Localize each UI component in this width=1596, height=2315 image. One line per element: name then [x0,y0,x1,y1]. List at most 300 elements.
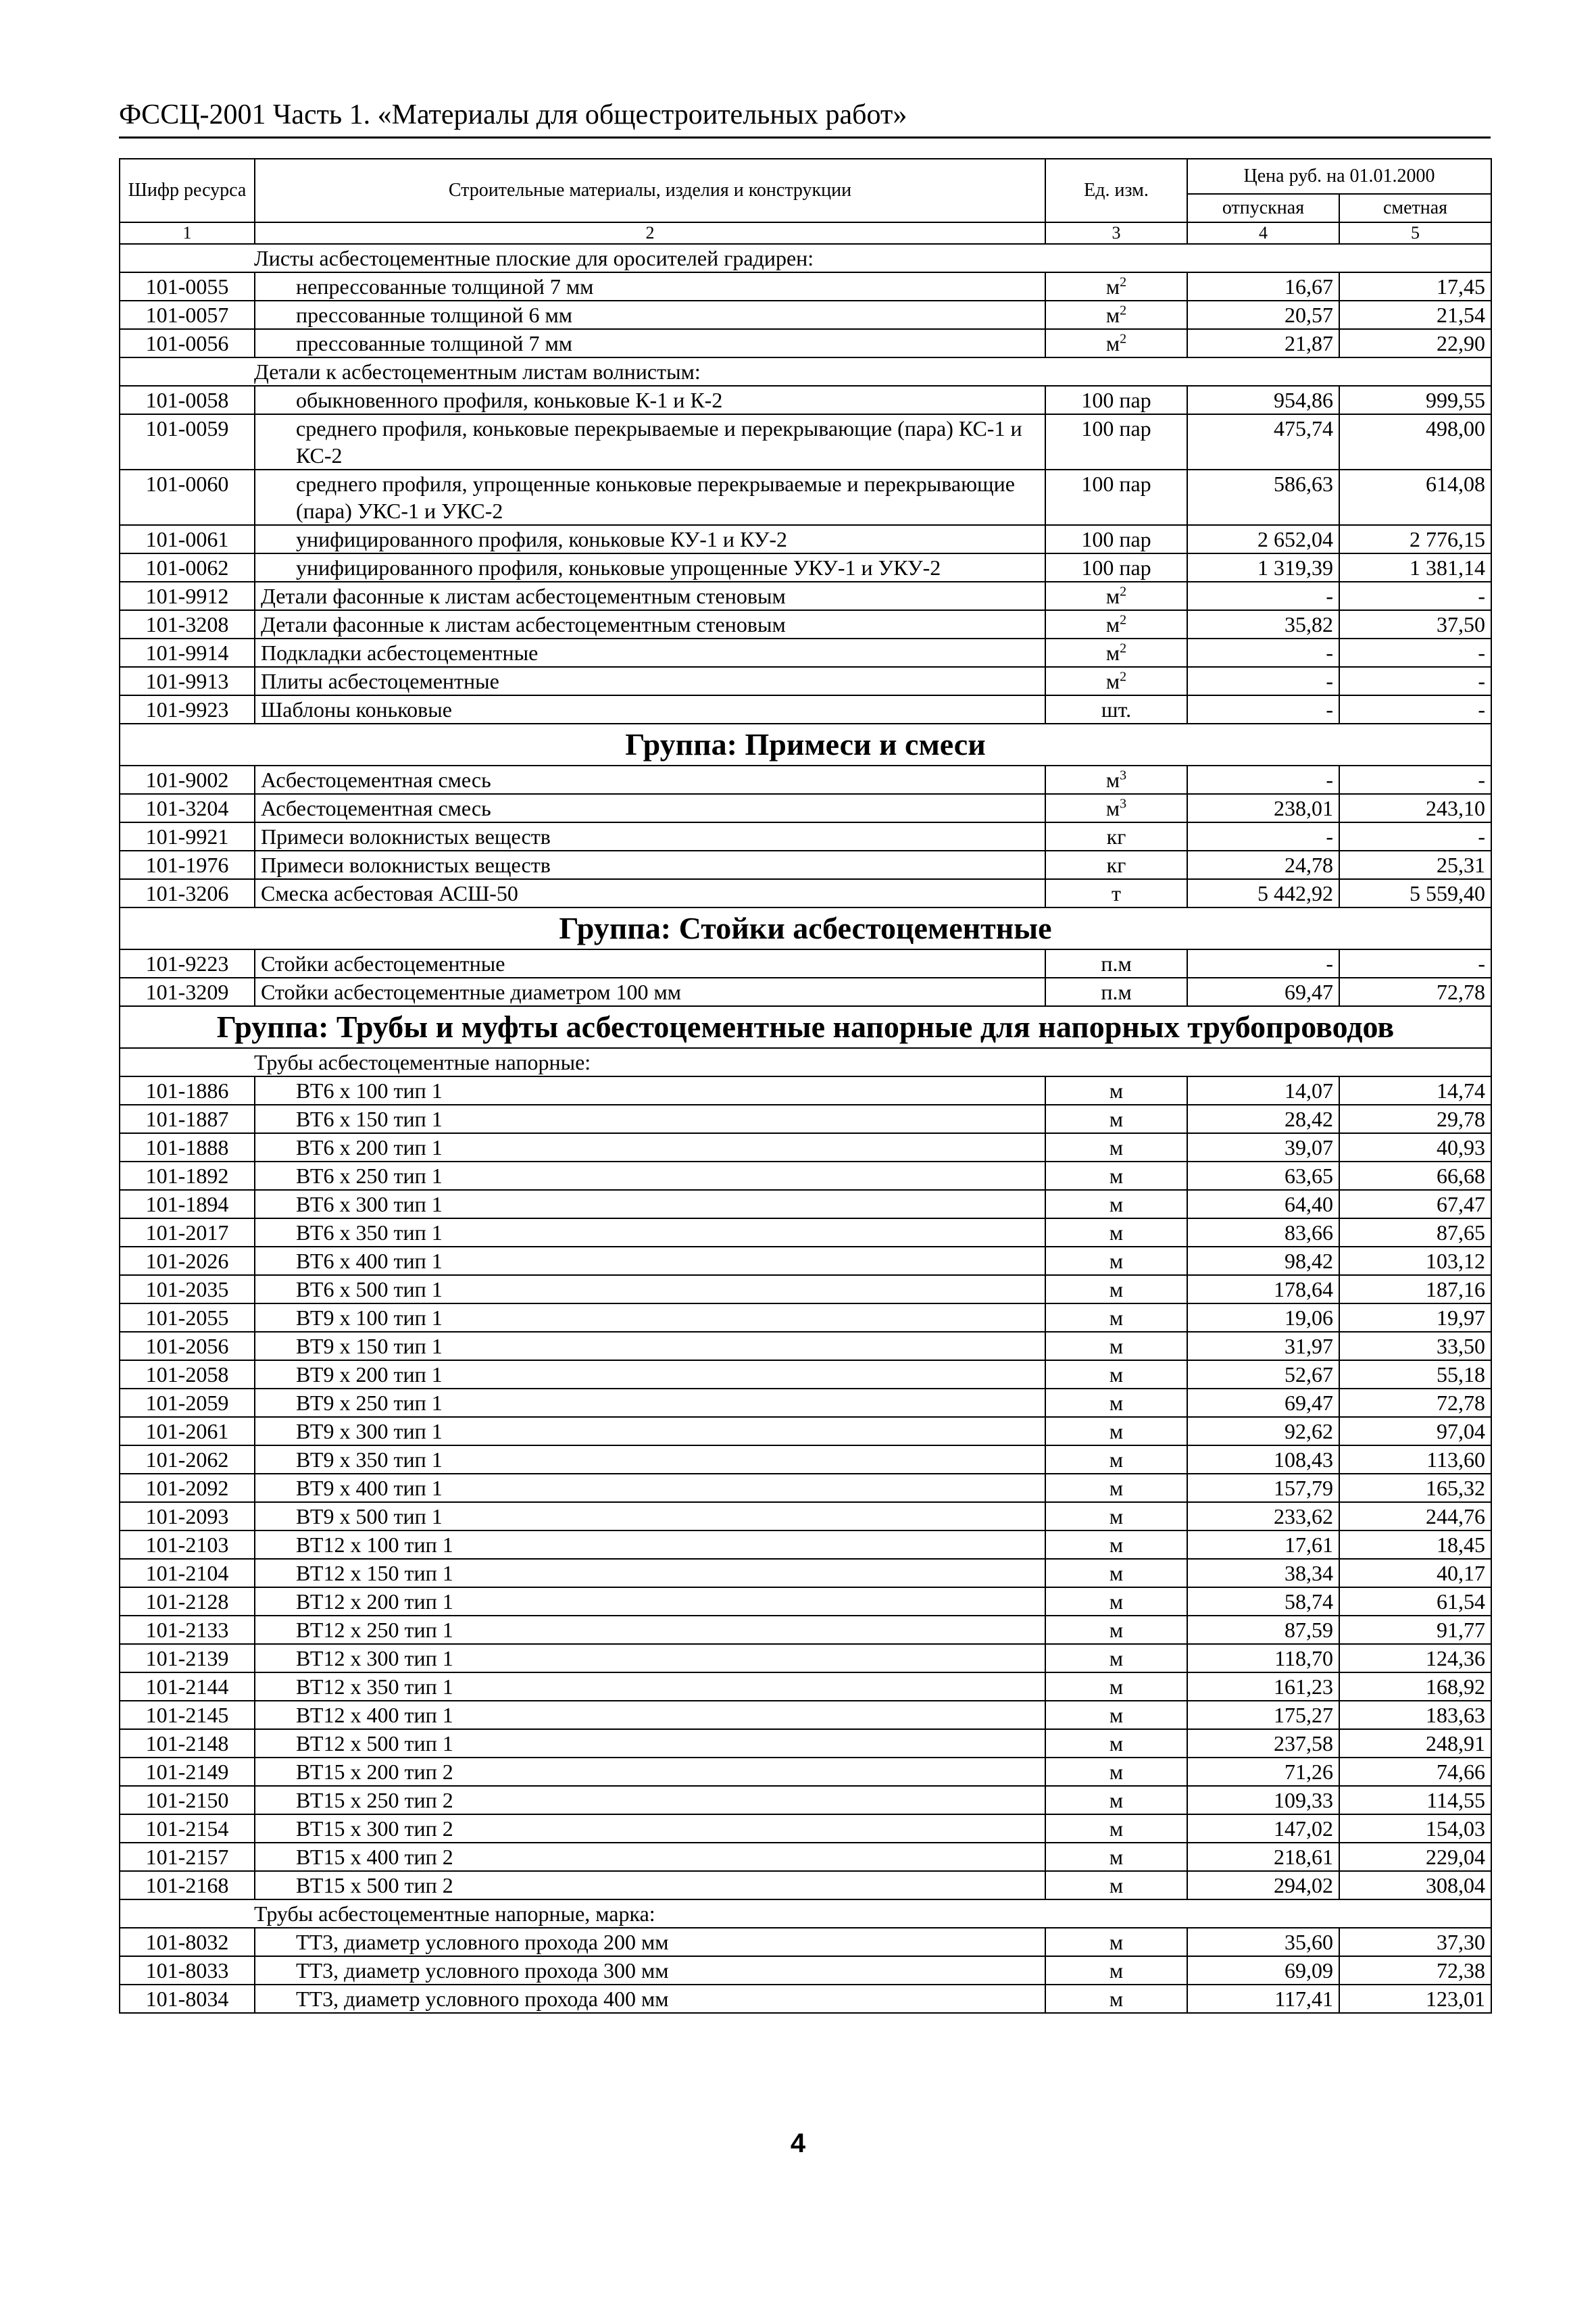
page-number: 4 [790,2129,806,2158]
unit-cell [1045,1644,1187,1672]
material-name: обыкновенного профиля, коньковые К-1 и К-2 [255,386,1045,414]
estimate-price: 40,93 [1339,1133,1491,1162]
release-price: 294,02 [1187,1871,1339,1899]
group-heading-row [120,1006,1491,1048]
release-price: 118,70 [1187,1644,1339,1672]
material-name: ВТ12 х 300 тип 1 [255,1644,1045,1672]
unit-text: м [1109,1249,1124,1273]
unit-text: кг [1106,824,1126,849]
page-header: ФССЦ-2001 Часть 1. «Материалы для общестроительных работ» [119,96,1491,139]
table-row [120,1644,1491,1672]
unit-text: 100 пар [1081,472,1151,496]
unit-cell [1045,949,1187,978]
material-name: прессованные толщиной 7 мм [255,329,1045,357]
unit-text: м [1109,1476,1124,1500]
unit-cell [1045,1871,1187,1899]
table-row [120,1076,1491,1105]
estimate-price: - [1339,639,1491,667]
resource-code: 101-2148 [120,1729,255,1758]
release-price: 175,27 [1187,1701,1339,1729]
material-name: Стойки асбестоцементные диаметром 100 мм [255,978,1045,1006]
resource-code: 101-2061 [120,1417,255,1445]
unit-text: м [1109,1987,1124,2011]
estimate-price: 14,74 [1339,1076,1491,1105]
table-row [120,1871,1491,1899]
table-row [120,1389,1491,1417]
material-name: ВТ9 х 350 тип 1 [255,1445,1045,1474]
estimate-price: 5 559,40 [1339,879,1491,907]
release-price: 58,74 [1187,1587,1339,1616]
unit-text: м [1109,1561,1124,1585]
unit-cell [1045,1616,1187,1644]
estimate-price: 61,54 [1339,1587,1491,1616]
unit-text: шт. [1101,697,1132,722]
unit-cell [1045,1360,1187,1389]
table-row [120,610,1491,639]
table-row [120,1247,1491,1275]
unit-cell [1045,1417,1187,1445]
table-row [120,1729,1491,1758]
unit-cell [1045,386,1187,414]
unit-text: м [1109,1447,1124,1472]
estimate-price: 74,66 [1339,1758,1491,1786]
estimate-price: 124,36 [1339,1644,1491,1672]
estimate-price: 67,47 [1339,1190,1491,1218]
unit-exponent: 2 [1120,274,1127,290]
estimate-price: 18,45 [1339,1530,1491,1559]
estimate-price: 614,08 [1339,470,1491,525]
table-row [120,1162,1491,1190]
table-row [120,879,1491,907]
resource-code: 101-2150 [120,1786,255,1814]
unit-exponent: 3 [1120,796,1127,812]
estimate-price: 1 381,14 [1339,553,1491,582]
unit-cell [1045,1389,1187,1417]
release-price: 475,74 [1187,414,1339,470]
unit-exponent: 2 [1120,669,1127,684]
release-price: 92,62 [1187,1417,1339,1445]
estimate-price: 40,17 [1339,1559,1491,1587]
resource-code: 101-2139 [120,1644,255,1672]
unit-text: м [1109,1277,1124,1301]
unit-text: м [1109,1391,1124,1415]
unit-cell [1045,1559,1187,1587]
material-name: ВТ9 х 100 тип 1 [255,1303,1045,1332]
unit-text: м [1109,1816,1124,1841]
release-price: 69,47 [1187,1389,1339,1417]
material-name: Подкладки асбестоцементные [255,639,1045,667]
unit-cell [1045,1474,1187,1502]
unit-text: 100 пар [1081,527,1151,551]
estimate-price: 97,04 [1339,1417,1491,1445]
unit-cell [1045,1162,1187,1190]
estimate-price: 243,10 [1339,794,1491,822]
resource-code: 101-2093 [120,1502,255,1530]
table-row [120,978,1491,1006]
unit-text: п.м [1101,980,1132,1004]
resource-code: 101-2157 [120,1843,255,1871]
unit-cell [1045,1843,1187,1871]
estimate-price: 22,90 [1339,329,1491,357]
column-number: 1 [120,222,255,244]
resource-code: 101-9002 [120,766,255,794]
table-row [120,553,1491,582]
table-row [120,1105,1491,1133]
release-price: 161,23 [1187,1672,1339,1701]
resource-code: 101-2059 [120,1389,255,1417]
resource-code: 101-2168 [120,1871,255,1899]
unit-cell [1045,879,1187,907]
estimate-price: 154,03 [1339,1814,1491,1843]
table-row [120,1530,1491,1559]
resource-code: 101-9223 [120,949,255,978]
unit-cell [1045,1814,1187,1843]
unit-text: 100 пар [1081,416,1151,441]
table-row [120,1218,1491,1247]
resource-code: 101-8033 [120,1956,255,1985]
resource-code: 101-2058 [120,1360,255,1389]
col-header-release: отпускная [1187,194,1339,222]
unit-cell [1045,1275,1187,1303]
resource-code: 101-2104 [120,1559,255,1587]
material-name: среднего профиля, коньковые перекрываемые и перекрывающие (пара) КС-1 и КС-2 [255,414,1045,470]
material-name: ВТ6 х 150 тип 1 [255,1105,1045,1133]
unit-cell [1045,329,1187,357]
release-price: 39,07 [1187,1133,1339,1162]
resource-code: 101-2145 [120,1701,255,1729]
material-name: непрессованные толщиной 7 мм [255,272,1045,301]
unit-text: м [1109,1845,1124,1869]
unit-text: м [1105,612,1120,637]
unit-cell [1045,1985,1187,2013]
table-row [120,794,1491,822]
unit-text: м [1105,641,1120,665]
release-price: 69,09 [1187,1956,1339,1985]
resource-code: 101-1892 [120,1162,255,1190]
release-price: 2 652,04 [1187,525,1339,553]
price-table [119,158,1492,2014]
table-row [120,1672,1491,1701]
material-name: ВТ9 х 250 тип 1 [255,1389,1045,1417]
subheading: Трубы асбестоцементные напорные, марка: [120,1899,1491,1928]
unit-text: м [1109,1760,1124,1784]
release-price: 35,60 [1187,1928,1339,1956]
material-name: ВТ12 х 100 тип 1 [255,1530,1045,1559]
estimate-price: 187,16 [1339,1275,1491,1303]
material-name: Стойки асбестоцементные [255,949,1045,978]
unit-text: м [1105,303,1120,327]
material-name: ВТ6 х 100 тип 1 [255,1076,1045,1105]
release-price: - [1187,639,1339,667]
material-name: ВТ6 х 500 тип 1 [255,1275,1045,1303]
unit-cell [1045,1076,1187,1105]
unit-cell [1045,667,1187,695]
resource-code: 101-0061 [120,525,255,553]
material-name: ВТ6 х 400 тип 1 [255,1247,1045,1275]
table-row [120,1843,1491,1871]
estimate-price: 183,63 [1339,1701,1491,1729]
column-numbers-row [120,222,1491,244]
unit-cell [1045,582,1187,610]
subheading: Детали к асбестоцементным листам волнистым: [120,357,1491,386]
release-price: 233,62 [1187,1502,1339,1530]
resource-code: 101-0058 [120,386,255,414]
resource-code: 101-2062 [120,1445,255,1474]
unit-cell [1045,1190,1187,1218]
release-price: - [1187,582,1339,610]
group-heading-row [120,724,1491,766]
unit-cell [1045,695,1187,724]
unit-cell [1045,1502,1187,1530]
material-name: ВТ15 х 400 тип 2 [255,1843,1045,1871]
resource-code: 101-0059 [120,414,255,470]
resource-code: 101-1894 [120,1190,255,1218]
unit-cell [1045,639,1187,667]
release-price: 954,86 [1187,386,1339,414]
table-row [120,272,1491,301]
unit-text: м [1109,1731,1124,1756]
estimate-price: 21,54 [1339,301,1491,329]
material-name: унифицированного профиля, коньковые упрощенные УКУ-1 и УКУ-2 [255,553,1045,582]
material-name: Примеси волокнистых веществ [255,851,1045,879]
estimate-price: - [1339,766,1491,794]
price-table-wrapper [119,158,1491,2014]
release-price: 117,41 [1187,1985,1339,2013]
unit-text: м [1105,584,1120,608]
resource-code: 101-2103 [120,1530,255,1559]
release-price: 87,59 [1187,1616,1339,1644]
estimate-price: 999,55 [1339,386,1491,414]
resource-code: 101-9913 [120,667,255,695]
resource-code: 101-3206 [120,879,255,907]
table-row [120,1587,1491,1616]
table-row [120,1956,1491,1985]
estimate-price: - [1339,582,1491,610]
table-row [120,1303,1491,1332]
estimate-price: 168,92 [1339,1672,1491,1701]
unit-cell [1045,272,1187,301]
table-row [120,386,1491,414]
estimate-price: 87,65 [1339,1218,1491,1247]
resource-code: 101-3204 [120,794,255,822]
resource-code: 101-0055 [120,272,255,301]
col-header-estimate: сметная [1339,194,1491,222]
table-row [120,1190,1491,1218]
unit-text: м [1109,1362,1124,1387]
table-row [120,1616,1491,1644]
table-row [120,329,1491,357]
material-name: ВТ15 х 250 тип 2 [255,1786,1045,1814]
unit-cell [1045,610,1187,639]
unit-cell [1045,1587,1187,1616]
resource-code: 101-9912 [120,582,255,610]
release-price: 109,33 [1187,1786,1339,1814]
release-price: 147,02 [1187,1814,1339,1843]
release-price: 19,06 [1187,1303,1339,1332]
release-price: 238,01 [1187,794,1339,822]
unit-text: 100 пар [1081,388,1151,412]
table-row [120,667,1491,695]
unit-cell [1045,794,1187,822]
unit-cell [1045,553,1187,582]
release-price: - [1187,766,1339,794]
release-price: 28,42 [1187,1105,1339,1133]
table-header [120,159,1491,244]
material-name: Смеска асбестовая АСШ-50 [255,879,1045,907]
material-name: Плиты асбестоцементные [255,667,1045,695]
release-price: 1 319,39 [1187,553,1339,582]
release-price: 83,66 [1187,1218,1339,1247]
material-name: ВТ9 х 300 тип 1 [255,1417,1045,1445]
subheading-row [120,357,1491,386]
release-price: - [1187,695,1339,724]
material-name: Примеси волокнистых веществ [255,822,1045,851]
estimate-price: 37,30 [1339,1928,1491,1956]
estimate-price: - [1339,667,1491,695]
release-price: 35,82 [1187,610,1339,639]
resource-code: 101-9921 [120,822,255,851]
estimate-price: 55,18 [1339,1360,1491,1389]
resource-code: 101-0056 [120,329,255,357]
material-name: ВТ15 х 500 тип 2 [255,1871,1045,1899]
column-number: 5 [1339,222,1491,244]
material-name: Асбестоцементная смесь [255,766,1045,794]
unit-cell [1045,414,1187,470]
table-row [120,1786,1491,1814]
unit-text: м [1109,1930,1124,1954]
estimate-price: 113,60 [1339,1445,1491,1474]
resource-code: 101-2154 [120,1814,255,1843]
material-name: ВТ9 х 150 тип 1 [255,1332,1045,1360]
table-row [120,1559,1491,1587]
table-row [120,766,1491,794]
resource-code: 101-1886 [120,1076,255,1105]
release-price: 16,67 [1187,272,1339,301]
unit-cell [1045,766,1187,794]
resource-code: 101-0062 [120,553,255,582]
table-row [120,1474,1491,1502]
unit-cell [1045,1956,1187,1985]
col-header-unit: Ед. изм. [1045,159,1187,222]
unit-text: м [1109,1646,1124,1670]
material-name: ВТ15 х 200 тип 2 [255,1758,1045,1786]
unit-text: т [1112,881,1121,905]
material-name: ВТ12 х 250 тип 1 [255,1616,1045,1644]
column-number: 3 [1045,222,1187,244]
table-row [120,1985,1491,2013]
estimate-price: - [1339,822,1491,851]
estimate-price: 33,50 [1339,1332,1491,1360]
table-row [120,301,1491,329]
estimate-price: 37,50 [1339,610,1491,639]
material-name: ВТ12 х 350 тип 1 [255,1672,1045,1701]
release-price: 63,65 [1187,1162,1339,1190]
table-row [120,1502,1491,1530]
col-header-name: Строительные материалы, изделия и конструкции [255,159,1045,222]
group-heading-row [120,907,1491,949]
resource-code: 101-2149 [120,1758,255,1786]
release-price: 20,57 [1187,301,1339,329]
unit-exponent: 3 [1120,768,1127,783]
estimate-price: 114,55 [1339,1786,1491,1814]
unit-text: м [1105,796,1120,820]
table-row [120,1332,1491,1360]
subheading: Листы асбестоцементные плоские для оросителей градирен: [120,244,1491,272]
resource-code: 101-2128 [120,1587,255,1616]
release-price: 98,42 [1187,1247,1339,1275]
unit-exponent: 2 [1120,331,1127,347]
subheading-row [120,1048,1491,1076]
group-heading: Группа: Примеси и смеси [120,724,1491,766]
estimate-price: 308,04 [1339,1871,1491,1899]
table-row [120,1814,1491,1843]
release-price: 237,58 [1187,1729,1339,1758]
table-row [120,470,1491,525]
estimate-price: 165,32 [1339,1474,1491,1502]
material-name: Детали фасонные к листам асбестоцементным стеновым [255,582,1045,610]
material-name: унифицированного профиля, коньковые КУ-1 и КУ-2 [255,525,1045,553]
resource-code: 101-0057 [120,301,255,329]
release-price: 64,40 [1187,1190,1339,1218]
estimate-price: 2 776,15 [1339,525,1491,553]
table-row [120,1758,1491,1786]
unit-text: м [1109,1192,1124,1216]
release-price: 157,79 [1187,1474,1339,1502]
unit-text: м [1109,1078,1124,1103]
material-name: прессованные толщиной 6 мм [255,301,1045,329]
unit-text: м [1105,331,1120,355]
estimate-price: 103,12 [1339,1247,1491,1275]
resource-code: 101-2144 [120,1672,255,1701]
estimate-price: 25,31 [1339,851,1491,879]
unit-exponent: 2 [1120,612,1127,628]
estimate-price: 91,77 [1339,1616,1491,1644]
table-row [120,1275,1491,1303]
unit-text: м [1109,1220,1124,1245]
release-price: 38,34 [1187,1559,1339,1587]
unit-text: м [1109,1703,1124,1727]
estimate-price: 29,78 [1339,1105,1491,1133]
estimate-price: 229,04 [1339,1843,1491,1871]
unit-cell [1045,851,1187,879]
table-row [120,525,1491,553]
unit-cell [1045,978,1187,1006]
unit-cell [1045,1928,1187,1956]
unit-text: м [1109,1873,1124,1897]
estimate-price: 66,68 [1339,1162,1491,1190]
estimate-price: 72,38 [1339,1956,1491,1985]
resource-code: 101-3209 [120,978,255,1006]
material-name: ТТ3, диаметр условного прохода 200 мм [255,1928,1045,1956]
unit-text: п.м [1101,951,1132,976]
material-name: ВТ9 х 200 тип 1 [255,1360,1045,1389]
resource-code: 101-2056 [120,1332,255,1360]
unit-text: кг [1106,853,1126,877]
estimate-price: 72,78 [1339,978,1491,1006]
resource-code: 101-2017 [120,1218,255,1247]
material-name: Асбестоцементная смесь [255,794,1045,822]
subheading-row [120,244,1491,272]
release-price: 218,61 [1187,1843,1339,1871]
release-price: 21,87 [1187,329,1339,357]
unit-cell [1045,1530,1187,1559]
resource-code: 101-8032 [120,1928,255,1956]
unit-cell [1045,1701,1187,1729]
release-price: 586,63 [1187,470,1339,525]
resource-code: 101-9923 [120,695,255,724]
release-price: 14,07 [1187,1076,1339,1105]
group-heading: Группа: Стойки асбестоцементные [120,907,1491,949]
